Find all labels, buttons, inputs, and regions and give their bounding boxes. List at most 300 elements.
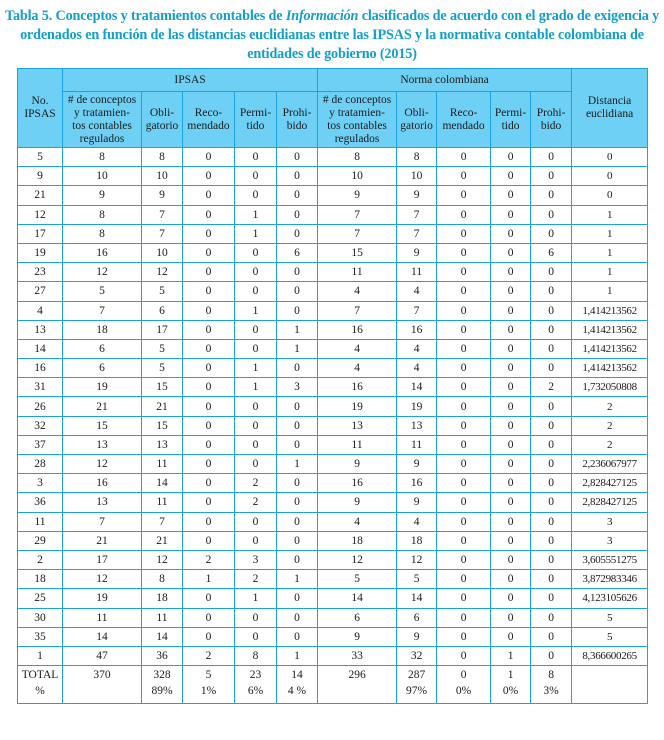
cell-norma-conceptos: 16: [318, 474, 397, 493]
cell-ipsas-obligatorio: 7: [142, 205, 183, 224]
cell-distancia: 0: [572, 186, 648, 205]
cell-ipsas-permitido: 0: [235, 627, 277, 646]
cell-norma-prohibido: 0: [531, 263, 572, 282]
total-label: TOTAL %: [18, 666, 63, 704]
cell-norma-recomendado: 0: [437, 435, 491, 454]
cell-ipsas-conceptos: 8: [63, 205, 142, 224]
table-row: [18, 243, 648, 262]
cell-distancia: 1: [572, 282, 648, 301]
total-ipsas-prohibido: [277, 666, 318, 704]
cell-norma-conceptos: 6: [318, 608, 397, 627]
cell-norma-permitido: 0: [491, 493, 531, 512]
cell-ipsas-recomendado: 2: [183, 550, 235, 569]
cell-norma-obligatorio: 11: [397, 263, 437, 282]
cell-ipsas-obligatorio: 6: [142, 301, 183, 320]
cell-norma-permitido: 0: [491, 570, 531, 589]
cell-no-ipsas: 14: [18, 339, 63, 358]
cell-ipsas-prohibido: 0: [277, 416, 318, 435]
total-count: 14: [291, 669, 303, 682]
cell-norma-prohibido: 0: [531, 359, 572, 378]
cell-ipsas-prohibido: 1: [277, 570, 318, 589]
cell-norma-recomendado: 0: [437, 263, 491, 282]
cell-ipsas-prohibido: 0: [277, 474, 318, 493]
total-count: 328: [153, 669, 171, 682]
cell-norma-prohibido: 0: [531, 301, 572, 320]
cell-ipsas-obligatorio: 13: [142, 435, 183, 454]
cell-no-ipsas: 11: [18, 512, 63, 531]
cell-no-ipsas: 32: [18, 416, 63, 435]
cell-norma-obligatorio: 7: [397, 205, 437, 224]
table-row: [18, 416, 648, 435]
cell-ipsas-obligatorio: 21: [142, 397, 183, 416]
cell-norma-recomendado: 0: [437, 416, 491, 435]
cell-ipsas-prohibido: 0: [277, 397, 318, 416]
header-norma-permitido: Permi- tido: [491, 92, 531, 148]
total-ipsas-permitido: [235, 666, 277, 704]
cell-norma-prohibido: 0: [531, 627, 572, 646]
cell-distancia: 1,414213562: [572, 320, 648, 339]
cell-ipsas-prohibido: 0: [277, 301, 318, 320]
cell-norma-permitido: 0: [491, 282, 531, 301]
cell-norma-conceptos: 13: [318, 416, 397, 435]
cell-ipsas-permitido: 0: [235, 397, 277, 416]
table-row: [18, 359, 648, 378]
cell-distancia: 3,605551275: [572, 550, 648, 569]
cell-no-ipsas: 31: [18, 378, 63, 397]
cell-ipsas-recomendado: 0: [183, 282, 235, 301]
cell-ipsas-recomendado: 0: [183, 416, 235, 435]
cell-ipsas-recomendado: 0: [183, 359, 235, 378]
cell-norma-prohibido: 0: [531, 148, 572, 167]
cell-ipsas-obligatorio: 10: [142, 243, 183, 262]
cell-norma-conceptos: 4: [318, 339, 397, 358]
cell-ipsas-permitido: 0: [235, 320, 277, 339]
cell-norma-prohibido: 0: [531, 205, 572, 224]
cell-distancia: 1,414213562: [572, 359, 648, 378]
cell-ipsas-recomendado: 2: [183, 646, 235, 665]
cell-ipsas-conceptos: 11: [63, 608, 142, 627]
cell-norma-conceptos: 14: [318, 589, 397, 608]
cell-distancia: 2,828427125: [572, 493, 648, 512]
cell-ipsas-permitido: 0: [235, 531, 277, 550]
cell-norma-permitido: 0: [491, 455, 531, 474]
cell-distancia: 1: [572, 224, 648, 243]
cell-ipsas-obligatorio: 9: [142, 186, 183, 205]
cell-norma-obligatorio: 4: [397, 339, 437, 358]
cell-distancia: 1: [572, 205, 648, 224]
cell-norma-recomendado: 0: [437, 148, 491, 167]
cell-ipsas-permitido: 0: [235, 186, 277, 205]
cell-ipsas-conceptos: 7: [63, 301, 142, 320]
cell-norma-prohibido: 0: [531, 531, 572, 550]
total-count: 1: [507, 669, 514, 682]
cell-norma-recomendado: 0: [437, 339, 491, 358]
cell-ipsas-obligatorio: 7: [142, 512, 183, 531]
cell-norma-conceptos: 16: [318, 320, 397, 339]
cell-norma-recomendado: 0: [437, 378, 491, 397]
cell-ipsas-conceptos: 47: [63, 646, 142, 665]
total-norma-permitido: [491, 666, 531, 704]
cell-no-ipsas: 35: [18, 627, 63, 646]
cell-norma-recomendado: 0: [437, 493, 491, 512]
table-row: [18, 435, 648, 454]
cell-norma-conceptos: 9: [318, 627, 397, 646]
cell-norma-recomendado: 0: [437, 282, 491, 301]
cell-ipsas-prohibido: 1: [277, 339, 318, 358]
cell-ipsas-permitido: 0: [235, 435, 277, 454]
total-count: 5: [205, 669, 212, 682]
cell-ipsas-recomendado: 0: [183, 608, 235, 627]
cell-ipsas-permitido: 2: [235, 474, 277, 493]
cell-ipsas-permitido: 0: [235, 455, 277, 474]
cell-norma-permitido: 0: [491, 627, 531, 646]
cell-norma-permitido: 0: [491, 186, 531, 205]
cell-ipsas-prohibido: 0: [277, 435, 318, 454]
cell-distancia: 0: [572, 167, 648, 186]
total-distancia: [572, 666, 648, 704]
cell-no-ipsas: 17: [18, 224, 63, 243]
cell-norma-recomendado: 0: [437, 570, 491, 589]
cell-norma-conceptos: 33: [318, 646, 397, 665]
cell-ipsas-recomendado: 1: [183, 570, 235, 589]
total-ipsas-conceptos: [63, 666, 142, 704]
cell-ipsas-recomendado: 0: [183, 339, 235, 358]
cell-ipsas-permitido: 0: [235, 282, 277, 301]
cell-ipsas-prohibido: 0: [277, 359, 318, 378]
cell-ipsas-obligatorio: 17: [142, 320, 183, 339]
cell-norma-permitido: 0: [491, 205, 531, 224]
cell-norma-obligatorio: 4: [397, 282, 437, 301]
cell-norma-prohibido: 0: [531, 455, 572, 474]
cell-no-ipsas: 2: [18, 550, 63, 569]
cell-norma-conceptos: 7: [318, 224, 397, 243]
cell-norma-recomendado: 0: [437, 205, 491, 224]
cell-no-ipsas: 25: [18, 589, 63, 608]
total-count: 287: [407, 669, 426, 682]
cell-norma-obligatorio: 4: [397, 359, 437, 378]
total-percent: 0%: [502, 685, 519, 698]
cell-ipsas-conceptos: 12: [63, 570, 142, 589]
cell-norma-permitido: 0: [491, 359, 531, 378]
table-row: [18, 550, 648, 569]
cell-norma-recomendado: 0: [437, 243, 491, 262]
cell-ipsas-obligatorio: 14: [142, 474, 183, 493]
total-percent: 89%: [151, 685, 173, 698]
cell-ipsas-recomendado: 0: [183, 531, 235, 550]
cell-norma-obligatorio: 9: [397, 455, 437, 474]
cell-ipsas-permitido: 0: [235, 416, 277, 435]
cell-ipsas-recomendado: 0: [183, 320, 235, 339]
cell-norma-recomendado: 0: [437, 167, 491, 186]
cell-norma-recomendado: 0: [437, 320, 491, 339]
cell-ipsas-recomendado: 0: [183, 589, 235, 608]
cell-ipsas-prohibido: 0: [277, 589, 318, 608]
cell-norma-obligatorio: 7: [397, 224, 437, 243]
cell-norma-permitido: 0: [491, 378, 531, 397]
cell-no-ipsas: 28: [18, 455, 63, 474]
cell-ipsas-obligatorio: 8: [142, 148, 183, 167]
cell-ipsas-recomendado: 0: [183, 167, 235, 186]
cell-norma-prohibido: 0: [531, 550, 572, 569]
cell-norma-conceptos: 4: [318, 359, 397, 378]
total-norma-recomendado: [437, 666, 491, 704]
cell-ipsas-prohibido: 0: [277, 608, 318, 627]
cell-norma-permitido: 0: [491, 167, 531, 186]
cell-ipsas-conceptos: 21: [63, 397, 142, 416]
total-count: 296: [348, 669, 366, 682]
caption-italic: Información: [285, 8, 359, 24]
total-ipsas-obligatorio: [142, 666, 183, 704]
header-distancia: Distancia euclidiana: [572, 69, 648, 148]
header-ipsas-recomendado: Reco- mendado: [183, 92, 235, 148]
table-row: [18, 397, 648, 416]
cell-norma-prohibido: 0: [531, 435, 572, 454]
cell-no-ipsas: 1: [18, 646, 63, 665]
cell-no-ipsas: 9: [18, 167, 63, 186]
cell-ipsas-obligatorio: 15: [142, 378, 183, 397]
cell-norma-conceptos: 12: [318, 550, 397, 569]
total-norma-obligatorio: [397, 666, 437, 704]
table-row: [18, 186, 648, 205]
table-caption: [0, 7, 664, 64]
total-norma-conceptos: [318, 666, 397, 704]
total-percent: 0%: [455, 685, 472, 698]
cell-ipsas-conceptos: 5: [63, 282, 142, 301]
cell-distancia: 2: [572, 435, 648, 454]
total-percent: 1%: [200, 685, 217, 698]
cell-no-ipsas: 29: [18, 531, 63, 550]
cell-norma-permitido: 0: [491, 589, 531, 608]
cell-norma-recomendado: 0: [437, 550, 491, 569]
cell-ipsas-obligatorio: 5: [142, 359, 183, 378]
cell-ipsas-obligatorio: 5: [142, 339, 183, 358]
cell-ipsas-prohibido: 0: [277, 282, 318, 301]
header-group-ipsas: IPSAS: [63, 69, 318, 92]
cell-no-ipsas: 27: [18, 282, 63, 301]
header-ipsas-obligatorio: Obli- gatorio: [142, 92, 183, 148]
cell-norma-permitido: 0: [491, 512, 531, 531]
cell-no-ipsas: 30: [18, 608, 63, 627]
cell-norma-conceptos: 9: [318, 455, 397, 474]
cell-norma-obligatorio: 32: [397, 646, 437, 665]
cell-norma-recomendado: 0: [437, 455, 491, 474]
cell-ipsas-recomendado: 0: [183, 243, 235, 262]
cell-ipsas-prohibido: 0: [277, 205, 318, 224]
cell-norma-prohibido: 0: [531, 339, 572, 358]
cell-ipsas-conceptos: 16: [63, 474, 142, 493]
cell-distancia: 2,236067977: [572, 455, 648, 474]
cell-norma-permitido: 0: [491, 243, 531, 262]
cell-norma-conceptos: 18: [318, 531, 397, 550]
cell-ipsas-permitido: 0: [235, 148, 277, 167]
cell-norma-prohibido: 0: [531, 282, 572, 301]
cell-norma-obligatorio: 19: [397, 397, 437, 416]
cell-ipsas-obligatorio: 7: [142, 224, 183, 243]
cell-no-ipsas: 19: [18, 243, 63, 262]
cell-ipsas-conceptos: 21: [63, 531, 142, 550]
cell-ipsas-prohibido: 0: [277, 148, 318, 167]
cell-ipsas-prohibido: 0: [277, 512, 318, 531]
cell-norma-obligatorio: 13: [397, 416, 437, 435]
cell-distancia: 3: [572, 531, 648, 550]
cell-norma-recomendado: 0: [437, 186, 491, 205]
cell-ipsas-permitido: 0: [235, 263, 277, 282]
cell-no-ipsas: 21: [18, 186, 63, 205]
cell-ipsas-recomendado: 0: [183, 148, 235, 167]
table-row: [18, 167, 648, 186]
cell-norma-obligatorio: 16: [397, 320, 437, 339]
cell-ipsas-conceptos: 13: [63, 493, 142, 512]
cell-norma-permitido: 0: [491, 148, 531, 167]
cell-norma-conceptos: 9: [318, 186, 397, 205]
cell-ipsas-recomendado: 0: [183, 205, 235, 224]
cell-ipsas-permitido: 1: [235, 301, 277, 320]
cell-ipsas-prohibido: 0: [277, 167, 318, 186]
header-norma-conceptos: # de conceptos y tratamien- tos contables regulados: [318, 92, 397, 148]
total-percent: 4 %: [287, 685, 307, 698]
cell-norma-conceptos: 9: [318, 493, 397, 512]
cell-ipsas-conceptos: 14: [63, 627, 142, 646]
cell-ipsas-obligatorio: 14: [142, 627, 183, 646]
cell-norma-obligatorio: 12: [397, 550, 437, 569]
cell-norma-prohibido: 0: [531, 646, 572, 665]
cell-ipsas-conceptos: 8: [63, 148, 142, 167]
cell-norma-conceptos: 5: [318, 570, 397, 589]
total-count: 8: [548, 669, 554, 682]
cell-norma-conceptos: 8: [318, 148, 397, 167]
total-count: 0: [460, 669, 467, 682]
cell-ipsas-prohibido: 1: [277, 455, 318, 474]
cell-norma-obligatorio: 10: [397, 167, 437, 186]
table-row: [18, 455, 648, 474]
cell-norma-recomendado: 0: [437, 627, 491, 646]
cell-norma-recomendado: 0: [437, 397, 491, 416]
cell-distancia: 2: [572, 397, 648, 416]
cell-norma-prohibido: 0: [531, 570, 572, 589]
cell-ipsas-conceptos: 16: [63, 243, 142, 262]
cell-no-ipsas: 4: [18, 301, 63, 320]
cell-norma-permitido: 0: [491, 608, 531, 627]
cell-ipsas-permitido: 0: [235, 167, 277, 186]
cell-norma-recomendado: 0: [437, 474, 491, 493]
cell-norma-prohibido: 0: [531, 589, 572, 608]
cell-distancia: 2,828427125: [572, 474, 648, 493]
cell-no-ipsas: 3: [18, 474, 63, 493]
cell-ipsas-prohibido: 0: [277, 550, 318, 569]
cell-ipsas-recomendado: 0: [183, 186, 235, 205]
cell-ipsas-obligatorio: 11: [142, 493, 183, 512]
total-count: 370: [93, 669, 111, 682]
header-norma-prohibido: Prohi- bido: [531, 92, 572, 148]
table-row: [18, 608, 648, 627]
cell-norma-recomendado: 0: [437, 531, 491, 550]
cell-ipsas-obligatorio: 11: [142, 455, 183, 474]
table-row: [18, 339, 648, 358]
cell-ipsas-prohibido: 0: [277, 186, 318, 205]
cell-distancia: 5: [572, 627, 648, 646]
cell-norma-obligatorio: 18: [397, 531, 437, 550]
cell-norma-obligatorio: 8: [397, 148, 437, 167]
cell-ipsas-prohibido: 0: [277, 224, 318, 243]
cell-norma-obligatorio: 14: [397, 589, 437, 608]
cell-no-ipsas: 18: [18, 570, 63, 589]
cell-ipsas-permitido: 3: [235, 550, 277, 569]
cell-norma-permitido: 0: [491, 339, 531, 358]
cell-ipsas-recomendado: 0: [183, 435, 235, 454]
table-row: [18, 646, 648, 665]
cell-norma-permitido: 1: [491, 646, 531, 665]
cell-norma-prohibido: 0: [531, 474, 572, 493]
cell-ipsas-recomendado: 0: [183, 378, 235, 397]
cell-ipsas-obligatorio: 21: [142, 531, 183, 550]
cell-norma-recomendado: 0: [437, 301, 491, 320]
total-row: [18, 666, 648, 704]
cell-ipsas-permitido: 0: [235, 608, 277, 627]
cell-ipsas-conceptos: 12: [63, 263, 142, 282]
total-count: 23: [249, 669, 262, 682]
cell-no-ipsas: 36: [18, 493, 63, 512]
cell-norma-conceptos: 16: [318, 378, 397, 397]
table-row: [18, 263, 648, 282]
cell-norma-conceptos: 4: [318, 512, 397, 531]
table-row: [18, 224, 648, 243]
cell-norma-obligatorio: 9: [397, 186, 437, 205]
cell-ipsas-permitido: 1: [235, 205, 277, 224]
cell-norma-prohibido: 0: [531, 397, 572, 416]
table-row: [18, 301, 648, 320]
cell-no-ipsas: 13: [18, 320, 63, 339]
total-percent: 97%: [406, 685, 428, 698]
table-row: [18, 148, 648, 167]
cell-ipsas-recomendado: 0: [183, 224, 235, 243]
table-row: [18, 282, 648, 301]
cell-norma-prohibido: 0: [531, 320, 572, 339]
cell-norma-prohibido: 0: [531, 608, 572, 627]
cell-norma-prohibido: 0: [531, 186, 572, 205]
cell-ipsas-prohibido: 6: [277, 243, 318, 262]
header-ipsas-permitido: Permi- tido: [235, 92, 277, 148]
table-row: [18, 493, 648, 512]
caption-prefix: Tabla 5. Conceptos y tratamientos contables de: [4, 8, 286, 24]
header-norma-obligatorio: Obli- gatorio: [397, 92, 437, 148]
cell-ipsas-obligatorio: 18: [142, 589, 183, 608]
cell-ipsas-recomendado: 0: [183, 474, 235, 493]
cell-no-ipsas: 12: [18, 205, 63, 224]
cell-norma-recomendado: 0: [437, 224, 491, 243]
cell-ipsas-prohibido: 0: [277, 493, 318, 512]
cell-ipsas-conceptos: 12: [63, 455, 142, 474]
cell-norma-prohibido: 0: [531, 224, 572, 243]
header-norma-recomendado: Reco- mendado: [437, 92, 491, 148]
cell-ipsas-recomendado: 0: [183, 397, 235, 416]
cell-norma-permitido: 0: [491, 474, 531, 493]
cell-norma-permitido: 0: [491, 531, 531, 550]
cell-ipsas-prohibido: 0: [277, 531, 318, 550]
total-percent: 3%: [543, 685, 559, 698]
total-percent: 6%: [247, 685, 264, 698]
table-row: [18, 627, 648, 646]
table-row: [18, 512, 648, 531]
cell-norma-prohibido: 0: [531, 167, 572, 186]
cell-norma-prohibido: 0: [531, 416, 572, 435]
cell-ipsas-prohibido: 3: [277, 378, 318, 397]
cell-distancia: 1,732050808: [572, 378, 648, 397]
cell-norma-recomendado: 0: [437, 512, 491, 531]
cell-norma-recomendado: 0: [437, 608, 491, 627]
cell-norma-prohibido: 0: [531, 512, 572, 531]
cell-norma-conceptos: 7: [318, 301, 397, 320]
cell-norma-conceptos: 15: [318, 243, 397, 262]
